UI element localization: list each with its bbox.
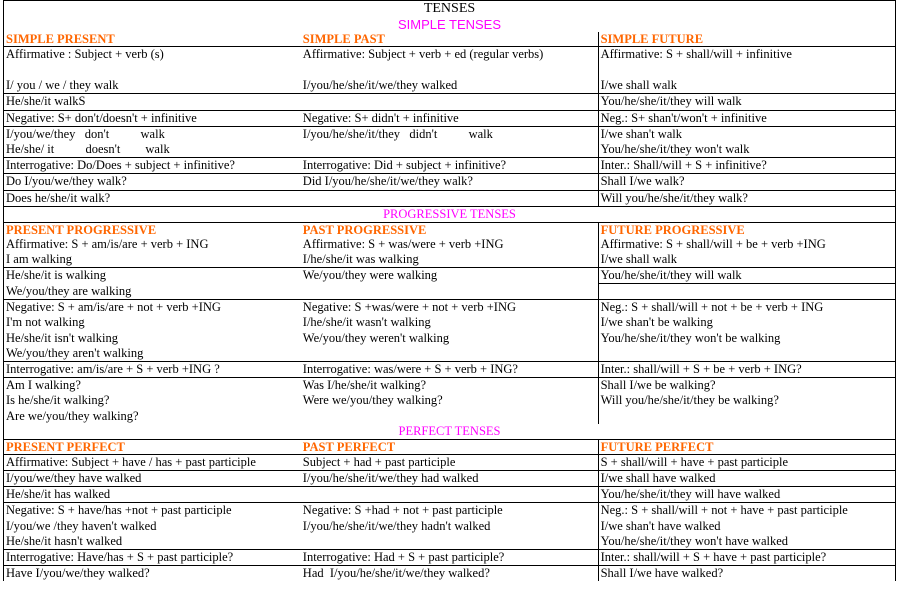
simple-present-interrogative: Interrogative: Do/Does + subject + infinitive? — [4, 158, 301, 174]
future-progressive-example — [598, 284, 895, 300]
header-simple-present: SIMPLE PRESENT — [4, 32, 301, 47]
past-perfect-affirmative: Subject + had + past participle — [301, 454, 598, 470]
past-perfect-example: I/you/he/she/it/we/they had walked — [301, 470, 598, 486]
present-progressive-negative: Negative: S + am/is/are + not + verb +ING — [4, 300, 301, 316]
present-progressive-example: He/she/it is walking — [4, 268, 301, 284]
simple-present-example: He/she/ it doesn't walk — [4, 142, 301, 158]
future-perfect-affirmative: S + shall/will + have + past participle — [598, 454, 895, 470]
future-progressive-negative: Neg.: S + shall/will + not + be + verb + ING — [598, 300, 895, 316]
past-perfect-negative: Negative: S +had + not + past participle — [301, 503, 598, 519]
simple-present-example: I/ you / we / they walk — [4, 78, 301, 94]
present-perfect-example: He/she/it hasn't walked — [4, 534, 301, 550]
present-progressive-example: Am I walking? — [4, 378, 301, 394]
past-progressive-example — [301, 284, 598, 300]
present-progressive-interrogative: Interrogative: am/is/are + S + verb +ING ? — [4, 361, 301, 377]
past-progressive-example: We/you/they were walking — [301, 268, 598, 284]
future-perfect-example: I/we shall have walked — [598, 470, 895, 486]
future-progressive-example — [598, 346, 895, 362]
simple-present-affirmative: Affirmative : Subject + verb (s) — [4, 47, 301, 63]
simple-future-negative: Neg.: S+ shan't/won't + infinitive — [598, 110, 895, 126]
present-perfect-example: He/she/it has walked — [4, 487, 301, 503]
simple-present-negative: Negative: S+ don't/doesn't + infinitive — [4, 110, 301, 126]
future-perfect-example: Shall I/we have walked? — [598, 566, 895, 582]
simple-future-example: You/he/she/it/they won't walk — [598, 142, 895, 158]
section-title-simple: SIMPLE TENSES — [4, 17, 896, 32]
present-perfect-example: Have I/you/we/they walked? — [4, 566, 301, 582]
past-progressive-example: We/you/they weren't walking — [302, 330, 450, 345]
section-title-perfect: PERFECT TENSES — [4, 424, 896, 440]
page-title: TENSES — [4, 1, 896, 18]
future-progressive-example: You/he/she/it/they won't be walking — [598, 331, 895, 346]
simple-future-example: You/he/she/it/they will walk — [598, 94, 895, 110]
header-future-progressive: FUTURE PROGRESSIVE — [598, 222, 895, 237]
future-progressive-affirmative: Affirmative: S + shall/will + be + verb +ING — [598, 237, 895, 252]
simple-present-example: Does he/she/it walk? — [4, 190, 301, 206]
past-progressive-example: Was I/he/she/it walking? — [301, 378, 598, 394]
header-simple-future: SIMPLE FUTURE — [598, 32, 895, 47]
present-progressive-example: Are we/you/they walking? — [4, 409, 301, 424]
past-progressive-example — [301, 346, 598, 362]
future-perfect-example: You/he/she/it/they will have walked — [598, 487, 895, 503]
header-future-perfect: FUTURE PERFECT — [598, 439, 895, 454]
past-progressive-example: I/he/she/it wasn't walking — [302, 315, 431, 330]
simple-past-example — [301, 94, 598, 110]
present-progressive-affirmative: Affirmative: S + am/is/are + verb + ING — [4, 237, 301, 252]
future-perfect-interrogative: Inter.: shall/will + S + have + past participle? — [598, 549, 895, 565]
past-progressive-example — [301, 409, 598, 424]
simple-future-example: I/we shall walk — [598, 78, 895, 94]
section-title-progressive: PROGRESSIVE TENSES — [4, 206, 896, 222]
simple-future-example: Will you/he/she/it/they walk? — [598, 190, 895, 206]
present-perfect-example: I/you/we/they have walked — [4, 470, 301, 486]
future-perfect-example: I/we shan't have walked — [598, 519, 895, 534]
simple-present-example: I/you/we/they don't walk — [4, 126, 301, 142]
simple-past-negative: Negative: S+ didn't + infinitive — [301, 110, 598, 126]
header-past-progressive: PAST PROGRESSIVE — [301, 222, 598, 237]
future-progressive-example: Will you/he/she/it/they be walking? — [598, 393, 895, 408]
header-present-perfect: PRESENT PERFECT — [4, 439, 301, 454]
present-progressive-example: We/you/they are walking — [4, 284, 301, 300]
present-perfect-affirmative: Affirmative: Subject + have / has + past participle — [4, 454, 301, 470]
present-progressive-example: I am walking — [4, 252, 301, 268]
simple-future-example: I/we shan't walk — [598, 126, 895, 142]
header-present-progressive: PRESENT PROGRESSIVE — [4, 222, 301, 237]
past-progressive-negative: Negative: S +was/were + not + verb +ING — [301, 300, 598, 316]
past-progressive-interrogative: Interrogative: was/were + S + verb + ING? — [301, 361, 598, 377]
present-perfect-interrogative: Interrogative: Have/has + S + past participle? — [4, 549, 301, 565]
simple-past-example — [301, 142, 598, 158]
simple-present-example: Do I/you/we/they walk? — [4, 174, 301, 190]
past-perfect-example — [301, 487, 598, 503]
simple-present-example: He/she/it walkS — [4, 94, 301, 110]
past-progressive-example: I/he/she/it was walking — [302, 252, 419, 267]
past-perfect-example: I/you/he/she/it/we/they hadn't walked — [302, 518, 491, 533]
future-perfect-example: You/he/she/it/they won't have walked — [598, 534, 895, 550]
future-progressive-example: You/he/she/it/they will walk — [598, 268, 895, 284]
header-simple-past: SIMPLE PAST — [302, 32, 385, 46]
simple-past-affirmative: Affirmative: Subject + verb + ed (regular verbs) — [301, 47, 598, 63]
future-progressive-example: I/we shall walk — [598, 252, 895, 268]
tenses-table — [3, 0, 896, 581]
past-progressive-affirmative: Affirmative: S + was/were + verb +ING — [302, 236, 504, 251]
simple-past-example: I/you/he/she/it/we/they walked — [302, 78, 458, 93]
present-perfect-example: I/you/we /they haven't walked — [4, 519, 301, 534]
present-progressive-example: I'm not walking — [4, 315, 301, 330]
future-progressive-example: Shall I/we be walking? — [598, 378, 895, 394]
simple-past-example — [301, 190, 598, 206]
future-progressive-example — [598, 409, 895, 424]
simple-past-interrogative: Interrogative: Did + subject + infinitive? — [301, 158, 598, 174]
past-perfect-example — [301, 534, 598, 550]
present-progressive-example: We/you/they aren't walking — [4, 346, 301, 362]
simple-past-example: I/you/he/she/it/they didn't walk — [301, 126, 598, 142]
present-progressive-example: He/she/it isn't walking — [4, 331, 301, 346]
simple-future-interrogative: Inter.: Shall/will + S + infinitive? — [598, 158, 895, 174]
past-progressive-example: Were we/you/they walking? — [302, 393, 443, 408]
simple-future-affirmative: Affirmative: S + shall/will + infinitive — [598, 47, 895, 63]
future-progressive-interrogative: Inter.: shall/will + S + be + verb + ING? — [598, 361, 895, 377]
simple-past-example: Did I/you/he/she/it/we/they walk? — [301, 174, 598, 190]
present-perfect-negative: Negative: S + have/has +not + past participle — [4, 503, 301, 519]
present-progressive-example: Is he/she/it walking? — [4, 393, 301, 408]
future-perfect-negative: Neg.: S + shall/will + not + have + past participle — [598, 503, 895, 519]
past-perfect-interrogative: Interrogative: Had + S + past participle? — [301, 549, 598, 565]
future-progressive-example: I/we shan't be walking — [598, 315, 895, 330]
simple-future-example: Shall I/we walk? — [598, 174, 895, 190]
header-past-perfect: PAST PERFECT — [301, 439, 598, 454]
past-perfect-example: Had I/you/he/she/it/we/they walked? — [301, 566, 598, 582]
